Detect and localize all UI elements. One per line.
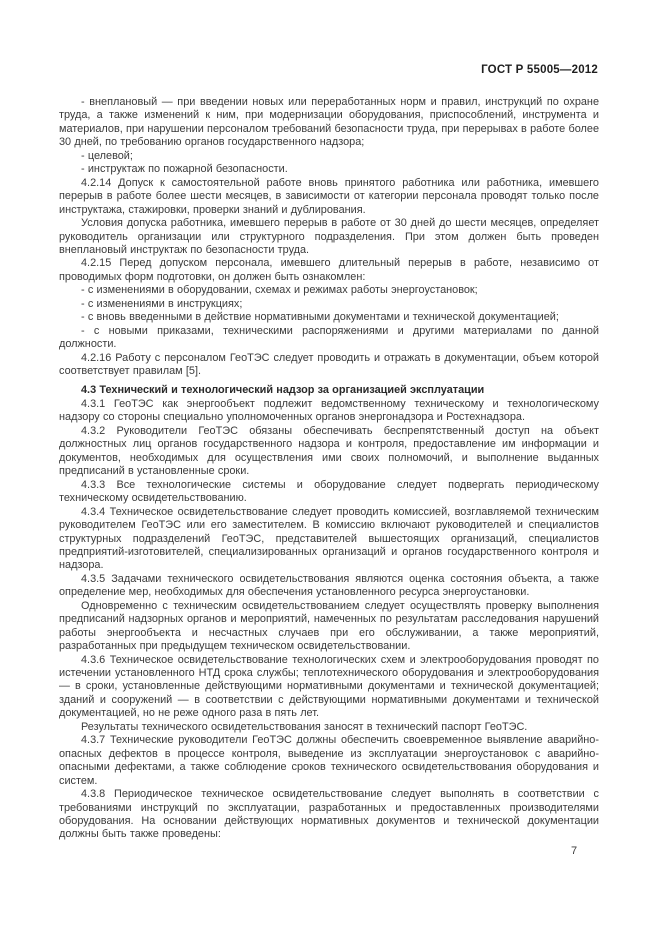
- paragraph: 4.2.14 Допуск к самостоятельной работе вновь принятого работника или работника, имевшего перерыв в работе более шести месяцев, в зависимости от категории персонала проводят только после инструктажа, стажировки, проверки знаний и дублирования.: [59, 176, 599, 216]
- paragraph: 4.3.5 Задачами технического освидетельствования являются оценка состояния объекта, а также определение мер, необходимых для обеспечения установленного ресурса энергоустановки.: [59, 572, 599, 599]
- paragraph: 4.3.1 ГеоТЭС как энергообъект подлежит ведомственному техническому и технологическому надзору со стороны специально уполномоченных органов энергонадзора и Ростехнадзора.: [59, 397, 599, 424]
- paragraph: - с вновь введенными в действие нормативными документами и технической документацией;: [81, 311, 559, 324]
- paragraph: - внеплановый — при введении новых или переработанных норм и правил, инструкций по охране труда, а также изменений к ним, при модернизации оборудования, приспособлений, инструмента и материалов, при нарушении персоналом требований безопасности труда, при перерывах в работе более 30 дней, по требованию органов государственного надзора;: [59, 96, 599, 149]
- page-number: 7: [571, 845, 578, 857]
- paragraph: - с изменениями в оборудовании, схемах и режимах работы энергоустановок;: [81, 284, 478, 297]
- paragraph: 4.3.7 Технические руководители ГеоТЭС должны обеспечить своевременное выявление аварийно-опасных дефектов в процессе контроля, выведение из эксплуатации энергоустановок с аварийно-опасными дефектами, а также соблюдение сроков технического освидетельствования оборудования и систем.: [59, 734, 599, 787]
- paragraph: 4.3.3 Все технологические системы и оборудование следует подвергать периодическому техническому освидетельствованию.: [59, 478, 599, 505]
- paragraph: - инструктаж по пожарной безопасности.: [81, 163, 288, 176]
- paragraph: 4.3.2 Руководители ГеоТЭС обязаны обеспечивать беспрепятственный доступ на объект должностных лиц органов государственного надзора и контроля, предоставление им информации и документов, необходимых для осуществления ими своих полномочий, и выполнение выданных предписаний в установленные сроки.: [59, 424, 599, 478]
- paragraph: - с изменениями в инструкциях;: [81, 297, 243, 310]
- paragraph: - с новыми приказами, техническими распоряжениями и другими материалами по данной должности.: [59, 324, 599, 351]
- section-heading: 4.3 Технический и технологический надзор за организацией эксплуатации: [81, 383, 485, 396]
- paragraph: Условия допуска работника, имевшего перерыв в работе от 30 дней до шести месяцев, определяет руководитель организации или структурного подразделения. При этом должен быть проведен внеплановый инструктаж по безопасности труда.: [59, 217, 599, 256]
- paragraph: 4.3.6 Техническое освидетельствование технологических схем и электрооборудования проводят по истечении установленного НТД срока службы; теплотехнического оборудования и электрооборудования — в сроки, установленные действующими нормативными документами и технической документацией; зданий и сооружений — в соответствии с действующими нормативными документами и технической документацией, но не реже одного раза в пять лет.: [59, 653, 599, 720]
- paragraph: Результаты технического освидетельствования заносят в технический паспорт ГеоТЭС.: [81, 720, 528, 733]
- paragraph: 4.2.16 Работу с персоналом ГеоТЭС следует проводить и отражать в документации, объем которой соответствует правилам [5].: [59, 351, 599, 378]
- document-header-standard-number: ГОСТ Р 55005—2012: [481, 64, 598, 76]
- paragraph: - целевой;: [81, 149, 133, 162]
- document-body: [59, 96, 599, 842]
- paragraph: 4.3.4 Техническое освидетельствование следует проводить комиссией, возглавляемой техническим руководителем ГеоТЭС или его заместителем. В комиссию включают руководителей и специалистов структурных подразделений ГеоТЭС, представителей вышестоящих организаций, специалистов предприятий-изготовителей, специализированных организаций и органов государственного контроля и надзора.: [59, 505, 599, 572]
- paragraph: 4.2.15 Перед допуском персонала, имевшего длительный перерыв в работе, независимо от проводимых форм подготовки, он должен быть ознакомлен:: [59, 257, 599, 283]
- paragraph: Одновременно с техническим освидетельствованием следует осуществлять проверку выполнения предписаний надзорных органов и мероприятий, намеченных по результатам расследования нарушений работы энергообъекта и несчастных случаев при его обслуживании, а также мероприятий, разработанных при предыдущем техническом освидетельствовании.: [59, 599, 599, 653]
- paragraph: 4.3.8 Периодическое техническое освидетельствование следует выполнять в соответствии с требованиями инструкций по эксплуатации, разработанных и предоставленных производителями оборудования. На основании действующих нормативных документов и технической документации должны быть также проведены:: [59, 788, 599, 841]
